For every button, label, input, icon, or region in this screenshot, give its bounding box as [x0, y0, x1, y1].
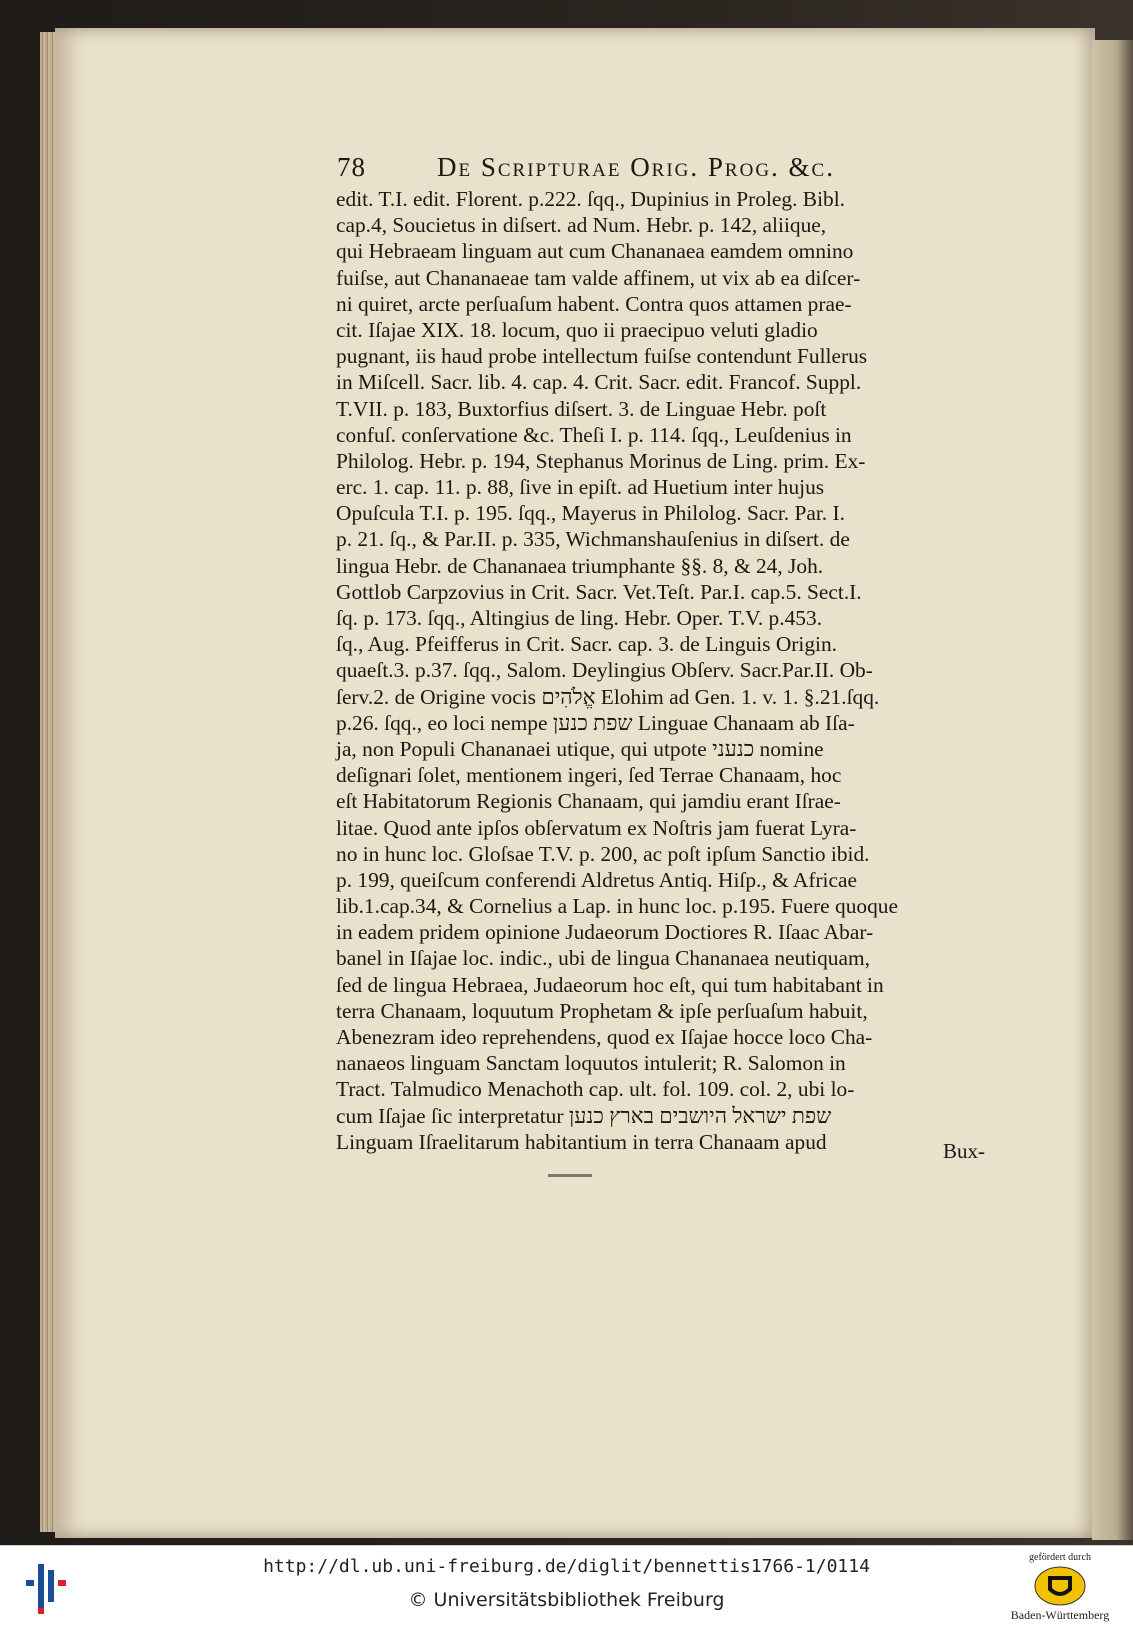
page-number: 78 [337, 152, 366, 182]
text-line: in Miſcell. Sacr. lib. 4. cap. 4. Crit. Sacr. edit. Francof. Suppl. [336, 370, 862, 395]
text-line: in eadem pridem opinione Judaeorum Doctiores R. Iſaac Abar- [336, 920, 874, 945]
page-header [337, 152, 997, 186]
text-line: quaeſt.3. p.37. ſqq., Salom. Deylingius Obſerv. Sacr.Par.II. Ob- [336, 658, 873, 683]
text-line: ſq. p. 173. ſqq., Altingius de ling. Hebr. Oper. T.V. p.453. [336, 606, 823, 630]
page-stack-right [1092, 40, 1133, 1540]
text-line: cum Iſajae ſic interpretatur שפת ישראל היושבים בארץ כנען [336, 1103, 832, 1128]
ornament [548, 1174, 592, 1177]
text-line: nanaeos linguam Sanctam loquutos intulerit; R. Salomon in [336, 1051, 846, 1076]
text-line: ni quiret, arcte perſuaſum habent. Contra quos attamen prae- [336, 291, 852, 316]
text-line: Gottlob Carpzovius in Crit. Sacr. Vet.Teſt. Par.I. cap.5. Sect.I. [336, 579, 862, 604]
catchword: Bux- [943, 1139, 985, 1163]
text-line: no in hunc loc. Gloſsae T.V. p. 200, ac poſt ipſum Sanctio ibid. [336, 841, 870, 866]
running-title: De Scripturae Orig. Prog. &c. [437, 152, 835, 182]
text-line: p. 199, queiſcum conferendi Aldretus Antiq. Hiſp., & Africae [336, 867, 857, 892]
text-line: ſerv.2. de Origine vocis אֱלֹהִים Elohim ad Gen. 1. v. 1. §.21.ſqq. [336, 684, 880, 709]
text-line: deſignari ſolet, mentionem ingeri, ſed Terrae Chanaam, hoc [336, 763, 842, 788]
body-text [336, 186, 986, 1155]
text-line: pugnant, iis haud probe intellectum fuiſse contendunt Fullerus [336, 344, 868, 369]
text-line: fuiſse, aut Chananaeae tam valde affinem, ut vix ab ea diſcer- [336, 265, 861, 290]
text-line: lib.1.cap.34, & Cornelius a Lap. in hunc loc. p.195. Fuere quoque [336, 894, 898, 919]
text-line: T.VII. p. 183, Buxtorfius diſsert. 3. de Linguae Hebr. poſt [336, 396, 827, 421]
text-line: p. 21. ſq., & Par.II. p. 335, Wichmanshauſenius in diſsert. de [336, 527, 850, 552]
text-line: edit. T.I. edit. Florent. p.222. ſqq., Dupinius in Proleg. Bibl. [336, 187, 845, 211]
document-url[interactable]: http://dl.ub.uni-freiburg.de/diglit/bennettis1766-1/0114 [263, 1556, 870, 1577]
baden-wuerttemberg-crest-icon [1034, 1566, 1086, 1606]
text-line: banel in Iſajae loc. indic., ubi de lingua Chananaea neutiquam, [336, 946, 870, 971]
text-line: confuſ. conſervatione &c. Theſi I. p. 114. ſqq., Leuſdenius in [336, 422, 852, 447]
text-line: eſt Habitatorum Regionis Chanaam, qui jamdiu erant Iſrae- [336, 789, 841, 814]
text-line: erc. 1. cap. 11. p. 88, ſive in epiſt. ad Huetium inter hujus [336, 475, 825, 500]
text-line: qui Hebraeam linguam aut cum Chananaea eamdem omnino [336, 239, 854, 264]
sponsor-label: gefördert durch [1029, 1552, 1091, 1563]
text-line: Linguam Iſraelitarum habitantium in terra Chanaam apud [336, 1129, 827, 1154]
text-line: p.26. ſqq., eo loci nempe שפת כנען Linguae Chanaam ab Iſa- [336, 710, 855, 735]
text-line: ja, non Populi Chananaei utique, qui utpote כנעני nomine [336, 736, 824, 761]
text-line: Abenezram ideo reprehendens, quod ex Iſajae hocce loco Cha- [336, 1025, 873, 1049]
text-line: Philolog. Hebr. p. 194, Stephanus Morinus de Ling. prim. Ex- [336, 448, 866, 473]
text-line: ſed de lingua Hebraea, Judaeorum hoc eſt, qui tum habitabant in [336, 972, 884, 997]
text-line: cit. Iſajae XIX. 18. locum, quo ii praecipuo veluti gladio [336, 317, 818, 342]
text-line: cap.4, Soucietus in diſsert. ad Num. Hebr. p. 142, aliique, [336, 213, 827, 238]
text-line: terra Chanaam, loquutum Prophetam & ipſe perſuaſum habuit, [336, 998, 868, 1023]
copyright-notice: © Universitätsbibliothek Freiburg [408, 1589, 725, 1611]
text-line: lingua Hebr. de Chananaea triumphante §§. 8, & 24, Joh. [336, 553, 824, 578]
text-line: ſq., Aug. Pfeifferus in Crit. Sacr. cap. 3. de Linguis Origin. [336, 632, 838, 657]
text-line: Tract. Talmudico Menachoth cap. ult. fol. 109. col. 2, ubi lo- [336, 1077, 855, 1102]
text-line: litae. Quod ante ipſos obſervatum ex Noſtris jam fuerat Lyra- [336, 815, 857, 840]
text-line: Opuſcula T.I. p. 195. ſqq., Mayerus in Philolog. Sacr. Par. I. [336, 501, 845, 526]
viewer-footer [0, 1545, 1133, 1627]
sponsor-name: Baden-Württemberg [1010, 1608, 1110, 1622]
